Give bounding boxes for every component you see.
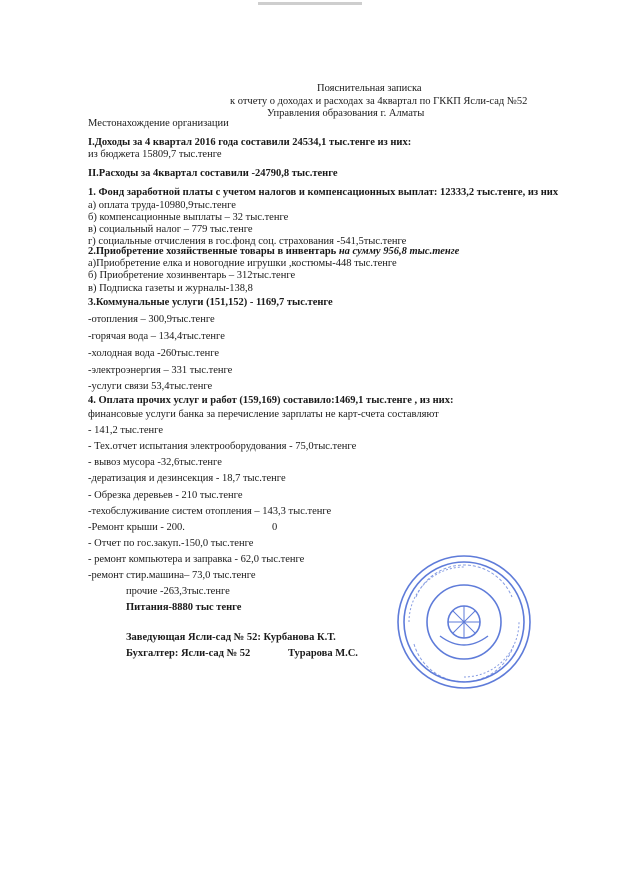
- section3-item: -холодная вода -260тыс.тенге: [88, 348, 220, 359]
- section4-item: - Тех.отчет испытания электрооборудования - 75,0тыс.тенге: [88, 441, 357, 452]
- expenses-heading: II.Расходы за 4квартал составили -24790,8 тыс.тенге: [88, 168, 338, 179]
- section3-item: -электроэнергия – 331 тыс.тенге: [88, 365, 233, 376]
- accountant-signature: Бухгалтер: Ясли-сад № 52: [126, 648, 251, 659]
- head-signature: Заведующая Ясли-сад № 52: Курбанова К.Т.: [126, 632, 336, 643]
- section4-heading: 4. Оплата прочих услуг и работ (159,169) составило:1469,1 тыс.тенге , из них:: [88, 395, 454, 406]
- section1-item: а) оплата труда-10980,9тыс.тенге: [88, 200, 236, 211]
- section4-item: - Отчет по гос.закуп.-150,0 тыс.тенге: [88, 538, 254, 549]
- section1-item: б) компенсационные выплаты – 32 тыс.тенге: [88, 212, 289, 223]
- section4-item: -дератизация и дезинсекция - 18,7 тыс.тенге: [88, 473, 286, 484]
- section3-item: -услуги связи 53,4тыс.тенге: [88, 381, 213, 392]
- doc-subtitle: к отчету о доходах и расходах за 4квартал по ГККП Ясли-сад №52: [230, 96, 528, 107]
- section4-item: -ремонт стир.машина– 73,0 тыс.тенге: [88, 570, 256, 581]
- section1-heading: 1. Фонд заработной платы с учетом налогов и компенсационных выплат: 12333,2 тыс.тенге, из них: [88, 187, 559, 198]
- section4-item: -Ремонт крыши - 200.: [88, 522, 185, 533]
- section1-item: в) социальный налог – 779 тыс.тенге: [88, 224, 253, 235]
- food-expenses: Питания-8880 тыс тенге: [126, 602, 242, 613]
- section4-item: - ремонт компьютера и заправка - 62,0 тыс.тенге: [88, 554, 305, 565]
- stamp-emblem: [440, 606, 488, 645]
- section4-item: - вывоз мусора -32,6тыс.тенге: [88, 457, 222, 468]
- section4-stray-zero: 0: [272, 522, 278, 533]
- section4-item: финансовые услуги банка за перечисление зарплаты не карт-счета составляют: [88, 409, 439, 420]
- accountant-name: Турарова М.С.: [288, 648, 358, 659]
- doc-title: Пояснительная записка: [317, 83, 422, 94]
- section3-item: -горячая вода – 134,4тыс.тенге: [88, 331, 225, 342]
- official-stamp: [394, 552, 534, 692]
- section2-item: в) Подписка газеты и журналы-138,8: [88, 283, 253, 294]
- section4-item: - 141,2 тыс.тенге: [88, 425, 163, 436]
- doc-department: Управления образования г. Алматы: [267, 108, 425, 119]
- section3-item: -отопления – 300,9тыс.тенге: [88, 314, 215, 325]
- income-heading: I.Доходы за 4 квартал 2016 года составили 24534,1 тыс.тенге из них:: [88, 137, 412, 148]
- section3-heading: 3.Коммунальные услуги (151,152) - 1169,7 тыс.тенге: [88, 297, 333, 308]
- section2-item: б) Приобретение хозинвентарь – 312тыс.тенге: [88, 270, 296, 281]
- location-label: Местонахождение организации: [88, 118, 229, 129]
- section4-item: -техобслуживание систем отопления – 143,3 тыс.тенге: [88, 506, 332, 517]
- income-budget: из бюджета 15809,7 тыс.тенге: [88, 149, 222, 160]
- section2-item: а)Приобретение елка и новогодние игрушки ,костюмы-448 тыс.тенге: [88, 258, 397, 269]
- section2-heading-text: 2.Приобретение хозяйственные товары в инвентарь: [88, 246, 337, 257]
- scan-artifact: [258, 2, 362, 5]
- section4-item: - Обрезка деревьев - 210 тыс.тенге: [88, 490, 243, 501]
- section2-heading: [88, 246, 459, 258]
- other-expenses: прочие -263,3тыс.тенге: [126, 586, 230, 597]
- section1-item: г) социальные отчисления в гос.фонд соц. страхования -541,5тыс.тенге: [88, 236, 407, 247]
- section2-heading-sum: на сумму 956,8 тыс.тенге: [338, 246, 460, 257]
